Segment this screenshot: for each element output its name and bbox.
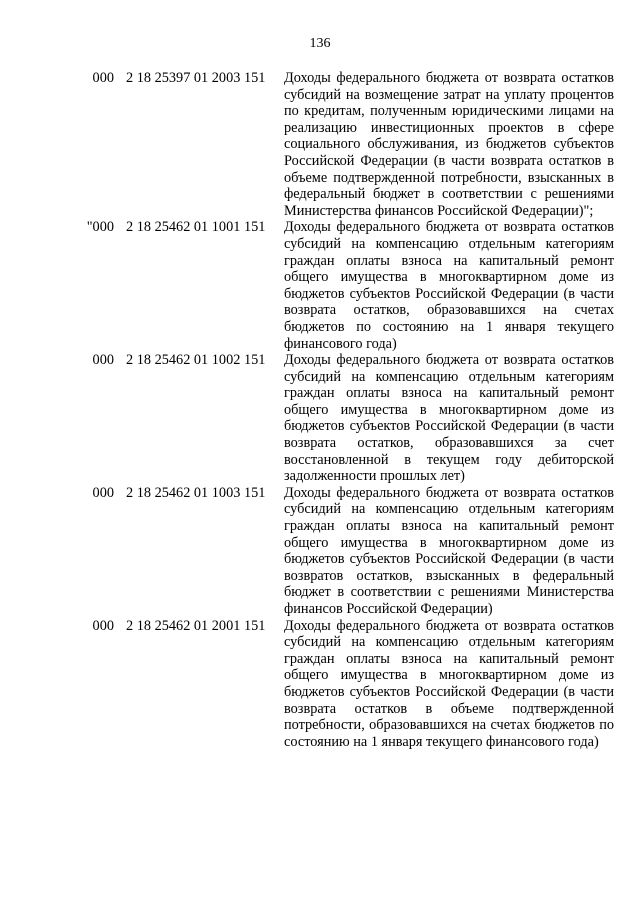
list-item	[74, 352, 614, 485]
admin-code: 000	[92, 484, 114, 501]
income-description: Доходы федерального бюджета от возврата остатков субсидий на компенсацию отдельным категориям граждан оплаты взноса на капитальный ремонт общего имущества в многоквартирном доме из бюджетов субъектов Российской Федерации (в части возврата остатков, образовавшихся на счетах бюджетов по состоянию на 1 января текущего финансового года)	[284, 219, 614, 352]
list-item	[74, 485, 614, 618]
budget-classification-code: 2 18 25397 01 2003 151	[126, 70, 266, 86]
income-description: Доходы федерального бюджета от возврата остатков субсидий на компенсацию отдельным категориям граждан оплаты взноса на капитальный ремонт общего имущества в многоквартирном доме из бюджетов субъектов Российской Федерации (в части возвратов остатков, взысканных в федеральный бюджет в соответствии с решениями Министерства финансов Российской Федерации)	[284, 484, 614, 617]
list-item	[74, 70, 614, 219]
list-item	[74, 219, 614, 352]
admin-code: "000	[86, 219, 114, 236]
income-description: Доходы федерального бюджета от возврата остатков субсидий на компенсацию отдельным категориям граждан оплаты взноса на капитальный ремонт общего имущества в многоквартирном доме из бюджетов субъектов Российской Федерации (в части возврата остатков в объеме подтвержденной потребности, образовавшихся на счетах бюджетов по состоянию на 1 января текущего финансового года)	[284, 617, 614, 750]
income-description: Доходы федерального бюджета от возврата остатков субсидий на возмещение затрат на уплату процентов по кредитам, полученным юридическими лицами на реализацию инвестиционных проектов в сфере социального обслуживания, из бюджетов субъектов Российской Федерации (в части возврата остатков в объеме подтвержденной потребности, взысканных в федеральный бюджет в соответствии с решениями Министерства финансов Российской Федерации)";	[284, 70, 614, 219]
admin-code: 000	[92, 352, 114, 369]
admin-code: 000	[92, 70, 114, 86]
budget-classification-code: 2 18 25462 01 1001 151	[126, 219, 266, 236]
page-number: 136	[309, 36, 331, 51]
budget-classification-code: 2 18 25462 01 2001 151	[126, 617, 266, 634]
budget-code-list	[74, 70, 614, 750]
admin-code: 000	[92, 617, 114, 634]
budget-classification-code: 2 18 25462 01 1003 151	[126, 484, 266, 501]
income-description: Доходы федерального бюджета от возврата остатков субсидий на компенсацию отдельным категориям граждан оплаты взноса на капитальный ремонт общего имущества в многоквартирном доме из бюджетов субъектов Российской Федерации (в части возврата остатков, образовавшихся за счет восстановленной в текущем году дебиторской задолженности прошлых лет)	[284, 352, 614, 485]
budget-classification-code: 2 18 25462 01 1002 151	[126, 352, 266, 369]
list-item	[74, 618, 614, 751]
